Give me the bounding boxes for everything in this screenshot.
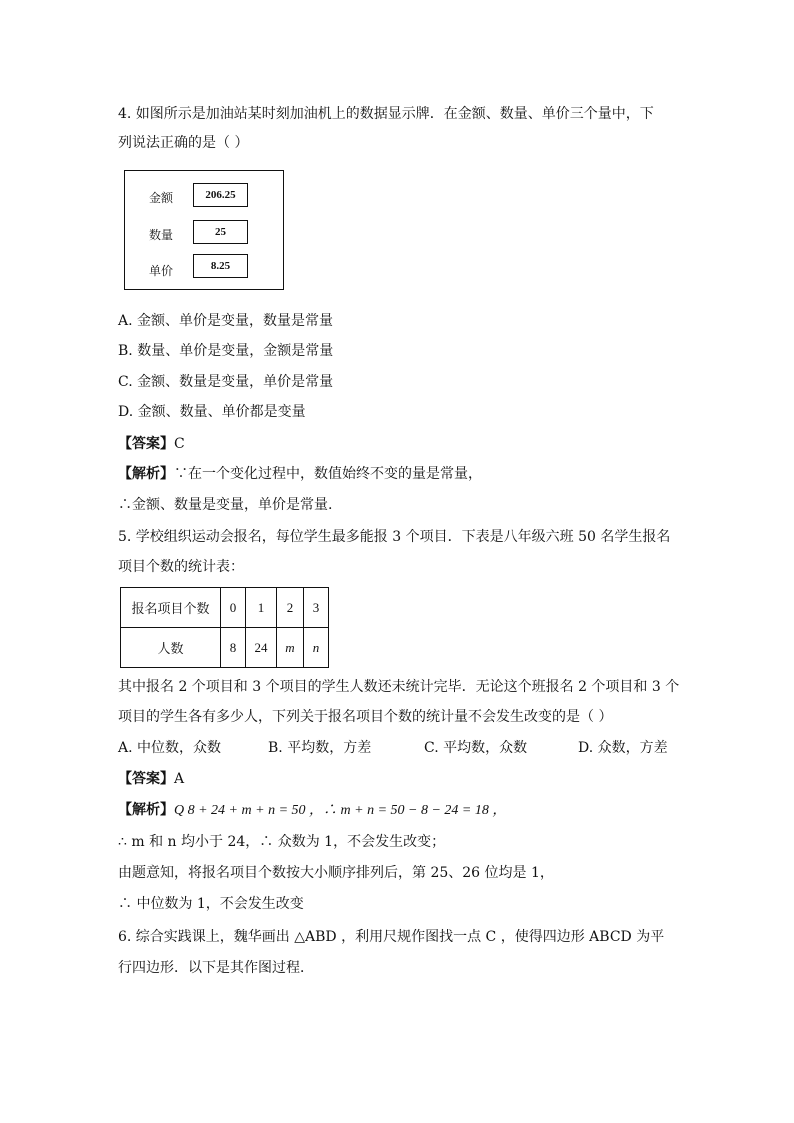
table-row bbox=[121, 628, 329, 668]
q4-analysis-line1 bbox=[118, 464, 482, 484]
q4-option-a: A. 金额、单价是变量，数量是常量 bbox=[118, 313, 334, 329]
q6-stem-line2: 行四边形．以下是其作图过程． bbox=[118, 960, 314, 976]
display-label-amount: 金额 bbox=[149, 191, 174, 205]
q5-option-c: C. 平均数，众数 bbox=[424, 740, 528, 756]
q5-answer bbox=[118, 769, 184, 789]
q4-stem-line1: 4. 如图所示是加油站某时刻加油机上的数据显示牌．在金额、数量、单价三个量中，下 bbox=[118, 106, 654, 122]
table-cell: 24 bbox=[246, 628, 277, 668]
q4-answer-value: C bbox=[174, 436, 185, 452]
table-header-cell: 报名项目个数 bbox=[121, 588, 221, 628]
q5-option-a: A. 中位数，众数 bbox=[118, 740, 222, 756]
q5-analysis-line2: ∴ m 和 n 均小于 24，∴ 众数为 1，不会发生改变； bbox=[118, 834, 446, 850]
q4-answer bbox=[118, 434, 185, 454]
table-cell: 2 bbox=[277, 588, 304, 628]
signup-stats-table bbox=[120, 587, 329, 668]
q4-analysis-text1: ∵在一个变化过程中，数值始终不变的量是常量， bbox=[174, 466, 482, 482]
q4-analysis-line2: ∴金额、数量是变量，单价是常量. bbox=[118, 497, 333, 513]
q5-body-line2: 项目的学生各有多少人，下列关于报名项目个数的统计量不会发生改变的是（ ） bbox=[118, 709, 613, 725]
table-cell: 3 bbox=[304, 588, 329, 628]
q4-stem-line2: 列说法正确的是（ ） bbox=[118, 135, 249, 151]
q4-option-b: B. 数量、单价是变量，金额是常量 bbox=[118, 343, 334, 359]
display-value-unit-price: 8.25 bbox=[193, 254, 248, 278]
display-label-quantity: 数量 bbox=[149, 228, 174, 242]
q5-analysis-label: 【解析】 bbox=[118, 802, 174, 818]
display-value-quantity: 25 bbox=[193, 220, 248, 244]
table-cell: 0 bbox=[221, 588, 246, 628]
table-header-cell: 人数 bbox=[121, 628, 221, 668]
table-cell: m bbox=[277, 628, 304, 668]
table-cell: 8 bbox=[221, 628, 246, 668]
q5-analysis-text1: Q 8 + 24 + m + n = 50 ，∴ m + n = 50 − 8 − 24 = 18 ， bbox=[174, 803, 507, 818]
q5-analysis-line4: ∴ 中位数为 1，不会发生改变 bbox=[118, 896, 304, 912]
table-cell: 1 bbox=[246, 588, 277, 628]
q5-answer-label: 【答案】 bbox=[118, 771, 174, 787]
q5-body-line1: 其中报名 2 个项目和 3 个项目的学生人数还未统计完毕．无论这个班报名 2 个项目和 3 个 bbox=[118, 679, 680, 695]
q5-stem-line1: 5. 学校组织运动会报名，每位学生最多能报 3 个项目．下表是八年级六班 50 名学生报名 bbox=[118, 529, 671, 545]
q4-analysis-label: 【解析】 bbox=[118, 466, 174, 482]
q4-answer-label: 【答案】 bbox=[118, 436, 174, 452]
table-row bbox=[121, 588, 329, 628]
q5-answer-value: A bbox=[174, 771, 185, 787]
q6-stem-line1: 6. 综合实践课上，魏华画出 △ABD ，利用尺规作图找一点 C ，使得四边形 ABCD 为平 bbox=[118, 929, 665, 945]
q5-option-b: B. 平均数，方差 bbox=[268, 740, 372, 756]
q5-analysis-line1 bbox=[118, 800, 506, 821]
q4-option-d: D. 金额、数量、单价都是变量 bbox=[118, 404, 306, 420]
q4-option-c: C. 金额、数量是变量，单价是常量 bbox=[118, 374, 334, 390]
q5-analysis-line3: 由题意知，将报名项目个数按大小顺序排列后，第 25、26 位均是 1， bbox=[118, 865, 554, 881]
display-label-unit-price: 单价 bbox=[149, 264, 174, 278]
display-value-amount: 206.25 bbox=[193, 183, 248, 207]
q5-stem-line2: 项目个数的统计表： bbox=[118, 559, 244, 575]
q5-option-d: D. 众数，方差 bbox=[578, 740, 668, 756]
table-cell: n bbox=[304, 628, 329, 668]
fuel-pump-display bbox=[124, 170, 284, 290]
